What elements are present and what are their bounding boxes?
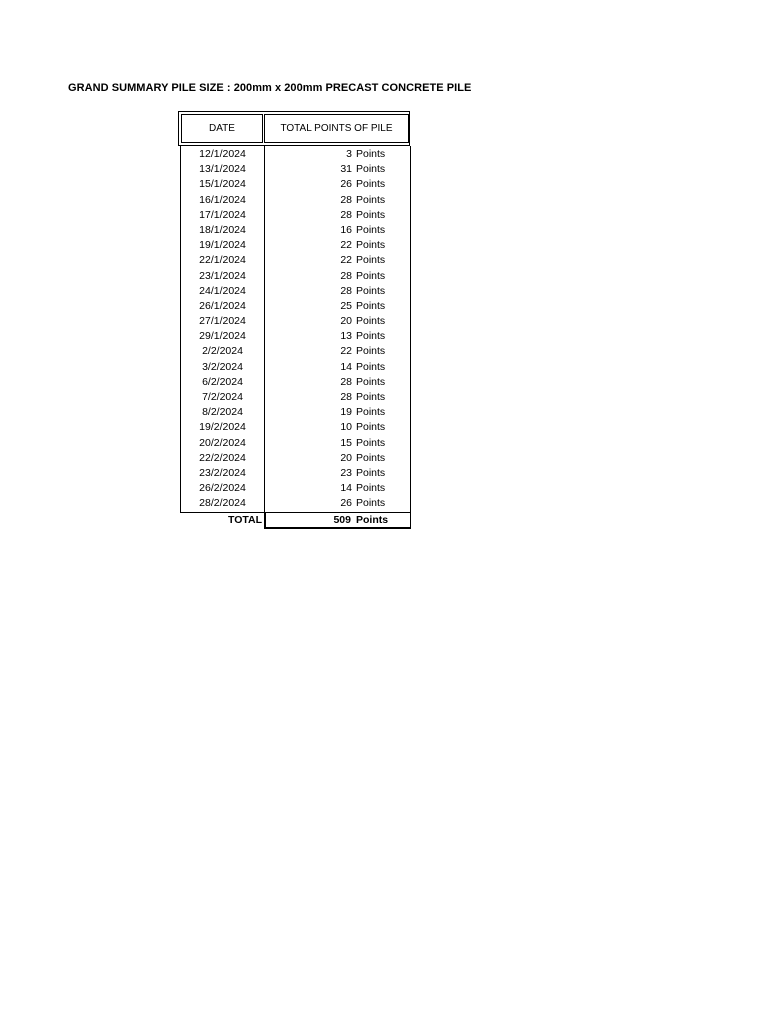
- row-points-unit: Points: [356, 163, 386, 176]
- row-date: 16/1/2024: [199, 193, 246, 206]
- row-points-unit: Points: [356, 391, 386, 403]
- document-title: GRAND SUMMARY PILE SIZE : 200mm x 200mm PRECAST CONCRETE PILE: [68, 82, 472, 94]
- table-row: [181, 147, 410, 162]
- row-points-unit: Points: [356, 360, 386, 373]
- row-points-value: 22: [340, 345, 352, 358]
- row-points-unit: Points: [356, 345, 386, 358]
- row-points-value: 20: [340, 451, 352, 464]
- row-date: 23/2/2024: [199, 466, 246, 479]
- table-row: [181, 284, 410, 299]
- row-points-unit: Points: [356, 451, 386, 464]
- row-points-value: 10: [340, 421, 352, 434]
- total-points-value: 509: [333, 514, 351, 526]
- row-date: 26/1/2024: [199, 299, 246, 312]
- row-points-value: 22: [340, 254, 352, 267]
- table-row: [181, 436, 410, 451]
- row-points-value: 28: [340, 391, 352, 403]
- row-date: 20/2/2024: [199, 436, 246, 449]
- row-points-unit: Points: [356, 497, 386, 510]
- row-date: 22/1/2024: [199, 254, 246, 267]
- table-row: [181, 299, 410, 314]
- row-points-unit: Points: [356, 269, 386, 282]
- row-date: 13/1/2024: [199, 163, 246, 176]
- row-points-value: 26: [340, 178, 352, 191]
- row-points-value: 16: [340, 223, 352, 236]
- row-points-value: 31: [340, 163, 352, 176]
- row-points-value: 19: [340, 406, 352, 419]
- row-points-value: 14: [340, 360, 352, 373]
- table-row: [181, 360, 410, 375]
- row-points-value: 14: [340, 482, 352, 495]
- table-row: [181, 193, 410, 208]
- table-row: [181, 466, 410, 481]
- table-row: [181, 451, 410, 466]
- row-points-value: 13: [340, 330, 352, 343]
- table-rows: [181, 147, 410, 512]
- table-header: [178, 111, 410, 146]
- table-row: [181, 162, 410, 177]
- row-date: 19/1/2024: [199, 239, 246, 252]
- row-points-value: 23: [340, 466, 352, 479]
- row-date: 12/1/2024: [199, 148, 246, 160]
- points-column-header: TOTAL POINTS OF PILE: [264, 114, 409, 143]
- table-row: [181, 481, 410, 496]
- row-date: 18/1/2024: [199, 223, 246, 236]
- total-points-unit: Points: [356, 514, 389, 526]
- row-points-unit: Points: [356, 284, 386, 297]
- row-date: 17/1/2024: [199, 208, 246, 221]
- row-date: 19/2/2024: [199, 421, 246, 434]
- row-points-unit: Points: [356, 436, 386, 449]
- row-points-value: 3: [346, 148, 352, 160]
- table-row: [181, 314, 410, 329]
- row-points-unit: Points: [356, 482, 386, 495]
- table-row: [181, 344, 410, 359]
- row-points-unit: Points: [356, 466, 386, 479]
- row-points-unit: Points: [356, 406, 386, 419]
- total-label: TOTAL: [227, 514, 262, 526]
- table-row: [181, 496, 410, 511]
- table-row: [181, 420, 410, 435]
- row-points-unit: Points: [356, 421, 386, 434]
- row-points-value: 15: [340, 436, 352, 449]
- table-row: [181, 405, 410, 420]
- row-date: 29/1/2024: [199, 330, 246, 343]
- table-row: [181, 375, 410, 390]
- row-points-unit: Points: [356, 208, 386, 221]
- table-row: [181, 269, 410, 284]
- date-column-header: DATE: [181, 114, 263, 143]
- row-points-unit: Points: [356, 223, 386, 236]
- table-row: [181, 208, 410, 223]
- row-points-value: 20: [340, 315, 352, 328]
- table-row: [181, 329, 410, 344]
- row-points-unit: Points: [356, 299, 386, 312]
- row-date: 24/1/2024: [199, 284, 246, 297]
- row-points-value: 28: [340, 193, 352, 206]
- row-points-unit: Points: [356, 148, 386, 160]
- row-date: 28/2/2024: [199, 497, 246, 510]
- row-date: 15/1/2024: [199, 178, 246, 191]
- row-date: 8/2/2024: [202, 406, 243, 419]
- row-points-value: 28: [340, 375, 352, 388]
- row-points-value: 25: [340, 299, 352, 312]
- row-points-unit: Points: [356, 193, 386, 206]
- row-points-value: 28: [340, 284, 352, 297]
- row-points-unit: Points: [356, 375, 386, 388]
- row-points-value: 22: [340, 239, 352, 252]
- table-row: [181, 223, 410, 238]
- table-body: [180, 146, 411, 513]
- table-row: [181, 177, 410, 192]
- row-date: 3/2/2024: [202, 360, 243, 373]
- row-points-unit: Points: [356, 178, 386, 191]
- row-date: 2/2/2024: [202, 345, 243, 358]
- row-points-unit: Points: [356, 330, 386, 343]
- row-points-unit: Points: [356, 315, 386, 328]
- row-points-value: 26: [340, 497, 352, 510]
- table-row: [181, 390, 410, 405]
- row-date: 23/1/2024: [199, 269, 246, 282]
- row-date: 6/2/2024: [202, 375, 243, 388]
- row-date: 26/2/2024: [199, 482, 246, 495]
- row-date: 7/2/2024: [202, 391, 243, 403]
- table-row: [181, 238, 410, 253]
- row-points-unit: Points: [356, 254, 386, 267]
- row-date: 27/1/2024: [199, 315, 246, 328]
- table-row: [181, 253, 410, 268]
- total-cell: [264, 512, 411, 529]
- row-points-unit: Points: [356, 239, 386, 252]
- row-points-value: 28: [340, 208, 352, 221]
- row-points-value: 28: [340, 269, 352, 282]
- row-date: 22/2/2024: [199, 451, 246, 464]
